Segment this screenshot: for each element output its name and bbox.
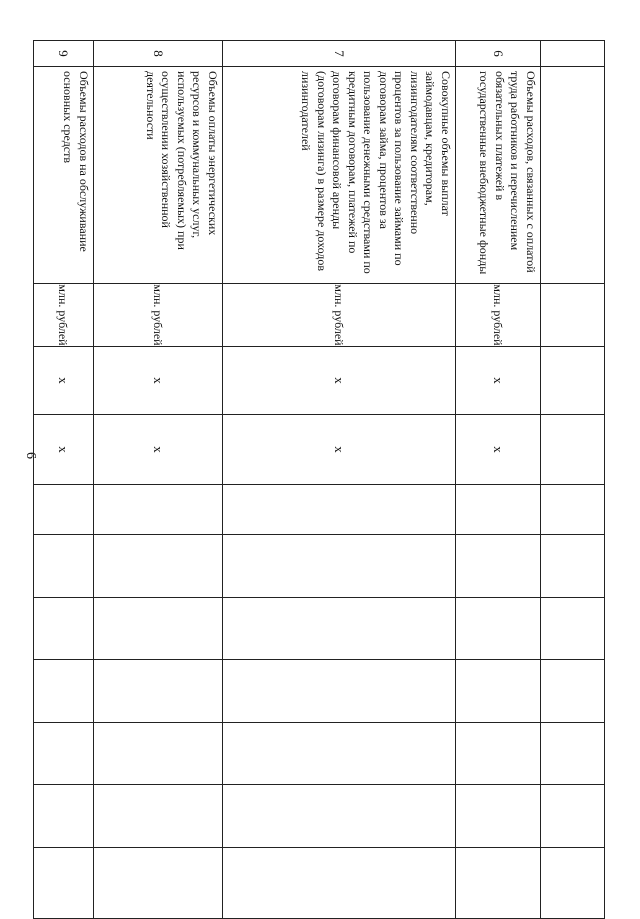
empty-cell [94, 660, 223, 723]
indicator-name: Совокупные объемы выплат займодавцам, кредиторам, лизингодателям соответственно процентов за пользование займами по договорам займа, процентов за пользование денежными средствами по кредитным договорам, платежей по договорам финансовой аренды (договорам лизинга) в размере доходов лизингодателей [223, 67, 456, 284]
empty-cell [223, 785, 456, 848]
indicator-name: Объемы расходов на обслуживание основных средств [34, 67, 94, 284]
empty-cell [456, 485, 541, 535]
indicator-name: Объемы оплаты энергетических ресурсов и коммунальных услуг, используемых (потребляемых) при осуществлении хозяйственной деятельности [94, 67, 223, 284]
empty-cell [541, 660, 605, 723]
x-mark: x [34, 415, 94, 485]
empty-cell [456, 660, 541, 723]
unit-cell: млн. рублей [94, 284, 223, 347]
empty-cell [94, 535, 223, 598]
empty-cell [456, 598, 541, 660]
row-number: 6 [456, 41, 541, 67]
x-mark: x [223, 347, 456, 415]
row-number [541, 41, 605, 67]
indicator-name [541, 67, 605, 284]
x-mark [541, 415, 605, 485]
x-mark: x [34, 347, 94, 415]
table-row [34, 41, 94, 919]
unit-cell [541, 284, 605, 347]
empty-cell [94, 723, 223, 785]
empty-cell [94, 785, 223, 848]
empty-cell [223, 723, 456, 785]
empty-cell [541, 598, 605, 660]
page-number: 6 [23, 452, 38, 459]
empty-cell [94, 848, 223, 919]
empty-cell [456, 848, 541, 919]
unit-cell: млн. рублей [223, 284, 456, 347]
unit-cell: млн. рублей [456, 284, 541, 347]
unit-cell: млн. рублей [34, 284, 94, 347]
empty-cell [456, 785, 541, 848]
empty-cell [34, 848, 94, 919]
x-mark: x [456, 347, 541, 415]
empty-cell [34, 660, 94, 723]
empty-cell [223, 660, 456, 723]
empty-cell [541, 723, 605, 785]
rotated-table-wrapper [56, 40, 605, 878]
x-mark: x [94, 347, 223, 415]
table-row [94, 41, 223, 919]
row-number: 9 [34, 41, 94, 67]
empty-cell [456, 535, 541, 598]
indicator-name: Объемы расходов, связанных с оплатой труда работников и перечислением обязательных платежей в государственные внебюджетные фонды [456, 67, 541, 284]
empty-cell [34, 535, 94, 598]
x-mark: x [456, 415, 541, 485]
empty-cell [541, 785, 605, 848]
empty-cell [94, 485, 223, 535]
row-number: 7 [223, 41, 456, 67]
empty-cell [541, 848, 605, 919]
table-row [456, 41, 541, 919]
empty-cell [223, 535, 456, 598]
row-number: 8 [94, 41, 223, 67]
table-row [223, 41, 456, 919]
empty-cell [456, 723, 541, 785]
x-mark: x [94, 415, 223, 485]
x-mark [541, 347, 605, 415]
empty-cell [34, 723, 94, 785]
x-mark: x [223, 415, 456, 485]
table-row [541, 41, 605, 919]
empty-cell [541, 535, 605, 598]
empty-cell [223, 598, 456, 660]
empty-cell [541, 485, 605, 535]
empty-cell [94, 598, 223, 660]
indicators-table [33, 40, 605, 919]
empty-cell [223, 485, 456, 535]
empty-cell [34, 485, 94, 535]
empty-cell [34, 598, 94, 660]
empty-cell [223, 848, 456, 919]
empty-cell [34, 785, 94, 848]
